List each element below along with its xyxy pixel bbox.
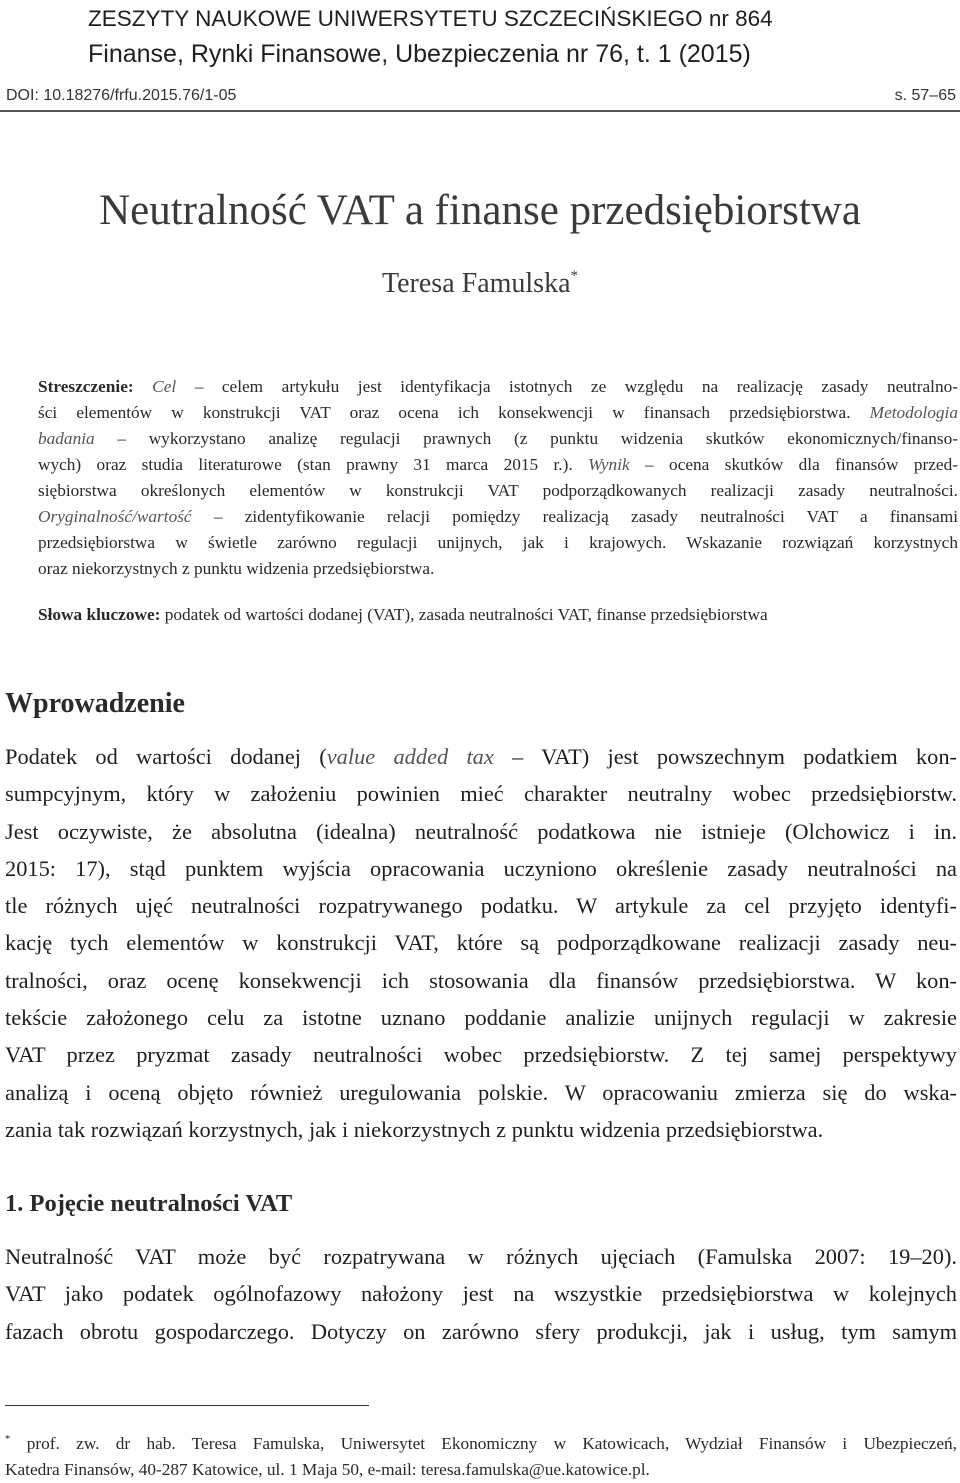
term-value-added-tax: value added tax [326, 744, 494, 769]
journal-series: Finanse, Rynki Finansowe, Ubezpieczenia nr 76, t. 1 (2015) [88, 40, 751, 68]
author-name: Teresa Famulska [381, 268, 571, 299]
abstract-line: wych) oraz studia literaturowe (stan prawny 31 marca 2015 r.). Wynik – ocena skutków dla finansów przed- [38, 455, 958, 474]
abstract-line: badania – wykorzystano analizę regulacji prawnych (z punktu widzenia skutków ekonomicznych/finanso- [38, 429, 958, 448]
keywords-list: podatek od wartości dodanej (VAT), zasada neutralności VAT, finanse przedsiębiorstwa [160, 605, 768, 624]
article-title: Neutralność VAT a finanse przedsiębiorstwa [99, 187, 861, 234]
body-line: VAT jako podatek ogólnofazowy nałożony jest na wszystkie przedsiębiorstwa w kolejnych [5, 1281, 957, 1307]
abstract-line: Streszczenie: Cel – celem artykułu jest identyfikacja istotnych ze względu na realizację zasady neutralno- [38, 377, 958, 396]
body-line: kację tych elementów w konstrukcji VAT, które są podporządkowane realizacji zasady neu- [5, 930, 957, 956]
abstract-term-cel: Cel [152, 377, 177, 396]
abstract-line: siębiorstwa określonych elementów w konstrukcji VAT podporządkowanych realizacji zasady neutralności. [38, 481, 958, 500]
abstract-term-badania: badania [38, 429, 95, 448]
abstract-line: oraz niekorzystnych z punktu widzenia przedsiębiorstwa. [38, 559, 435, 578]
section1-paragraph [5, 1238, 957, 1350]
footnote-mark: * [5, 1433, 11, 1445]
author-footnote-mark: * [570, 268, 579, 284]
body-line: tekście założonego celu za istotne uznano poddanie analizie unijnych regulacji w zakresie [5, 1005, 957, 1031]
body-line: Podatek od wartości dodanej (value added tax – VAT) jest powszechnym podatkiem kon- [5, 744, 957, 769]
doi: DOI: 10.18276/frfu.2015.76/1-05 [6, 87, 237, 104]
body-line: Jest oczywiste, że absolutna (idealna) neutralność podatkowa nie istnieje (Olchowicz i in. [5, 818, 957, 844]
section-heading-1: 1. Pojęcie neutralności VAT [5, 1190, 293, 1217]
footnote-line: Katedra Finansów, 40-287 Katowice, ul. 1 Maja 50, e-mail: teresa.famulska@ue.katowice.pl. [5, 1460, 650, 1479]
abstract-line: Oryginalność/wartość – zidentyfikowanie relacji pomiędzy realizacją zasady neutralności VAT a finansami [38, 507, 958, 526]
footnote [5, 1426, 957, 1483]
abstract-term-originality: Oryginalność/wartość [38, 507, 192, 526]
body-line: fazach obrotu gospodarczego. Dotyczy on zarówno sfery produkcji, jak i usług, tym samym [5, 1318, 957, 1344]
page-range: s. 57–65 [894, 87, 956, 104]
body-line: VAT przez pryzmat zasady neutralności wobec przedsiębiorstw. Z tej samej perspektywy [5, 1042, 957, 1068]
body-line: tle różnych ujęć neutralności rozpatrywanego podatku. W artykule za cel przyjęto identyfi- [5, 893, 957, 919]
body-line: analizą i oceną objęto również uregulowania polskie. W opracowaniu zmierza się do wska- [5, 1079, 957, 1105]
abstract-term-metodologia: Metodologia [869, 403, 958, 422]
body-line: Neutralność VAT może być rozpatrywana w różnych ujęciach (Famulska 2007: 19–20). [5, 1244, 957, 1269]
footnote-line: * prof. zw. dr hab. Teresa Famulska, Uniwersytet Ekonomiczny w Katowicach, Wydział Finansów i Ubezpieczeń, [5, 1433, 957, 1453]
body-line: sumpcyjnym, który w założeniu powinien mieć charakter neutralny wobec przedsiębiorstw. [5, 781, 957, 807]
abstract-term-wynik: Wynik [588, 455, 630, 474]
header-rule [0, 110, 960, 112]
abstract-line: przedsiębiorstwa w świetle zarówno regulacji unijnych, jak i krajowych. Wskazanie rozwiązań korzystnych [38, 533, 958, 552]
keywords-label: Słowa kluczowe: [38, 605, 161, 624]
footnote-rule [5, 1405, 369, 1406]
keywords [38, 602, 958, 628]
body-line: 2015: 17), stąd punktem wyjścia opracowania uczyniono określenie zasady neutralności na [5, 855, 957, 881]
abstract [38, 374, 958, 628]
article-author [0, 268, 960, 300]
abstract-label: Streszczenie: [38, 377, 134, 396]
abstract-line: ści elementów w konstrukcji VAT oraz ocena ich konsekwencji w finansach przedsiębiorstwa. Metodologia [38, 403, 958, 422]
section-heading-intro: Wprowadzenie [5, 688, 185, 719]
journal-name: ZESZYTY NAUKOWE UNIWERSYTETU SZCZECIŃSKIEGO nr 864 [88, 6, 773, 31]
intro-paragraph [5, 738, 957, 1148]
body-line: zania tak rozwiązań korzystnych, jak i niekorzystnych z punktu widzenia przedsiębiorstwa. [5, 1116, 824, 1142]
body-line: tralności, oraz ocenę konsekwencji ich stosowania dla finansów przedsiębiorstwa. W kon- [5, 967, 957, 993]
